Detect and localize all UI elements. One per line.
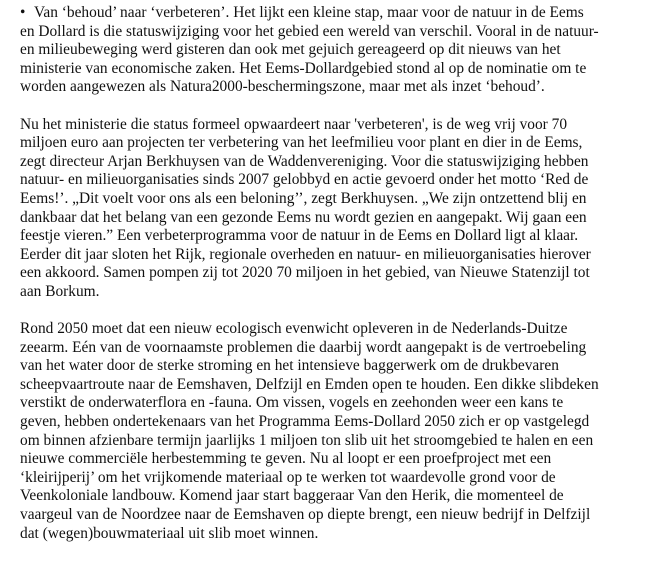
paragraph-2: Nu het ministerie die status formeel opwaardeert naar 'verbeteren', is de weg vrij voor 70 miljoen euro aan projecten ter verbetering van het leefmilieu voor plant en dier in de Eems, zegt directeur Arjan Berkhuysen van de Waddenvereniging. Voor die statuswijziging hebben natuur- en milieuorganisaties sinds 2007 gelobbyd en actie gevoerd onder het motto ‘Red de Eems!’. „Dit voelt voor ons als een beloning’’, zegt Berkhuysen. „We zijn ontzettend blij en dankbaar dat het belang van een gezonde Eems nu wordt gezien en aangepakt. Wij gaan een feestje vieren.” Een verbeterprogramma voor de natuur in de Eems en Dollard ligt al klaar. Eerder dit jaar sloten het Rijk, regionale overheden en natuur- en milieuorganisaties hierover een akkoord. Samen pompen zij tot 2020 70 miljoen in het gebied, van Nieuwe Statenzijl tot aan Borkum. <box>20 115 591 300</box>
bullet-icon: • <box>20 4 26 21</box>
paragraph-1-text: Van ‘behoud’ naar ‘verbeteren’. Het lijkt een kleine stap, maar voor de natuur in de Eems en Dollard is die statuswijziging voor het gebied een wereld van verschil. Vooral in de natuur- en milieubeweging werd gisteren dan ook met gejuich gereageerd op dit nieuws van het ministerie van economische zaken. Het Eems-Dollardgebied stond al op de nominatie om te worden aangewezen als Natura2000-beschermingszone, maar met als inzet ‘behoud’. <box>20 4 599 96</box>
paragraph-1 <box>20 4 647 97</box>
paragraph-3: Rond 2050 moet dat een nieuw ecologisch evenwicht opleveren in de Nederlands-Duitze zeearm. Eén van de voornaamste problemen die daarbij wordt aangepakt is de vertroebeling van het water door de sterke stroming en het intensieve baggerwerk om de drukbevaren scheepvaartroute naar de Eemshaven, Delfzijl en Emden open te houden. Een dikke slibdeken verstikt de onderwaterflora en -fauna. Om vissen, vogels en zeehonden weer een kans te geven, hebben ondertekenaars van het Programma Eems-Dollard 2050 zich er op vastgelegd om binnen afzienbare termijn jaarlijks 1 miljoen ton slib uit het stroomgebied te halen en een nieuwe commerciële herbestemming te geven. Nu al loopt er een proefproject met een ‘kleirijperij’ om het vrijkomende materiaal op te werken tot waardevolle grond voor de Veenkoloniale landbouw. Komend jaar start baggeraar Van den Herik, die momenteel de vaargeul van de Noordzee naar de Eemshaven op diepte brengt, een nieuw bedrijf in Delfzijl dat (wegen)bouwmateriaal uit slib moet winnen. <box>20 320 599 542</box>
